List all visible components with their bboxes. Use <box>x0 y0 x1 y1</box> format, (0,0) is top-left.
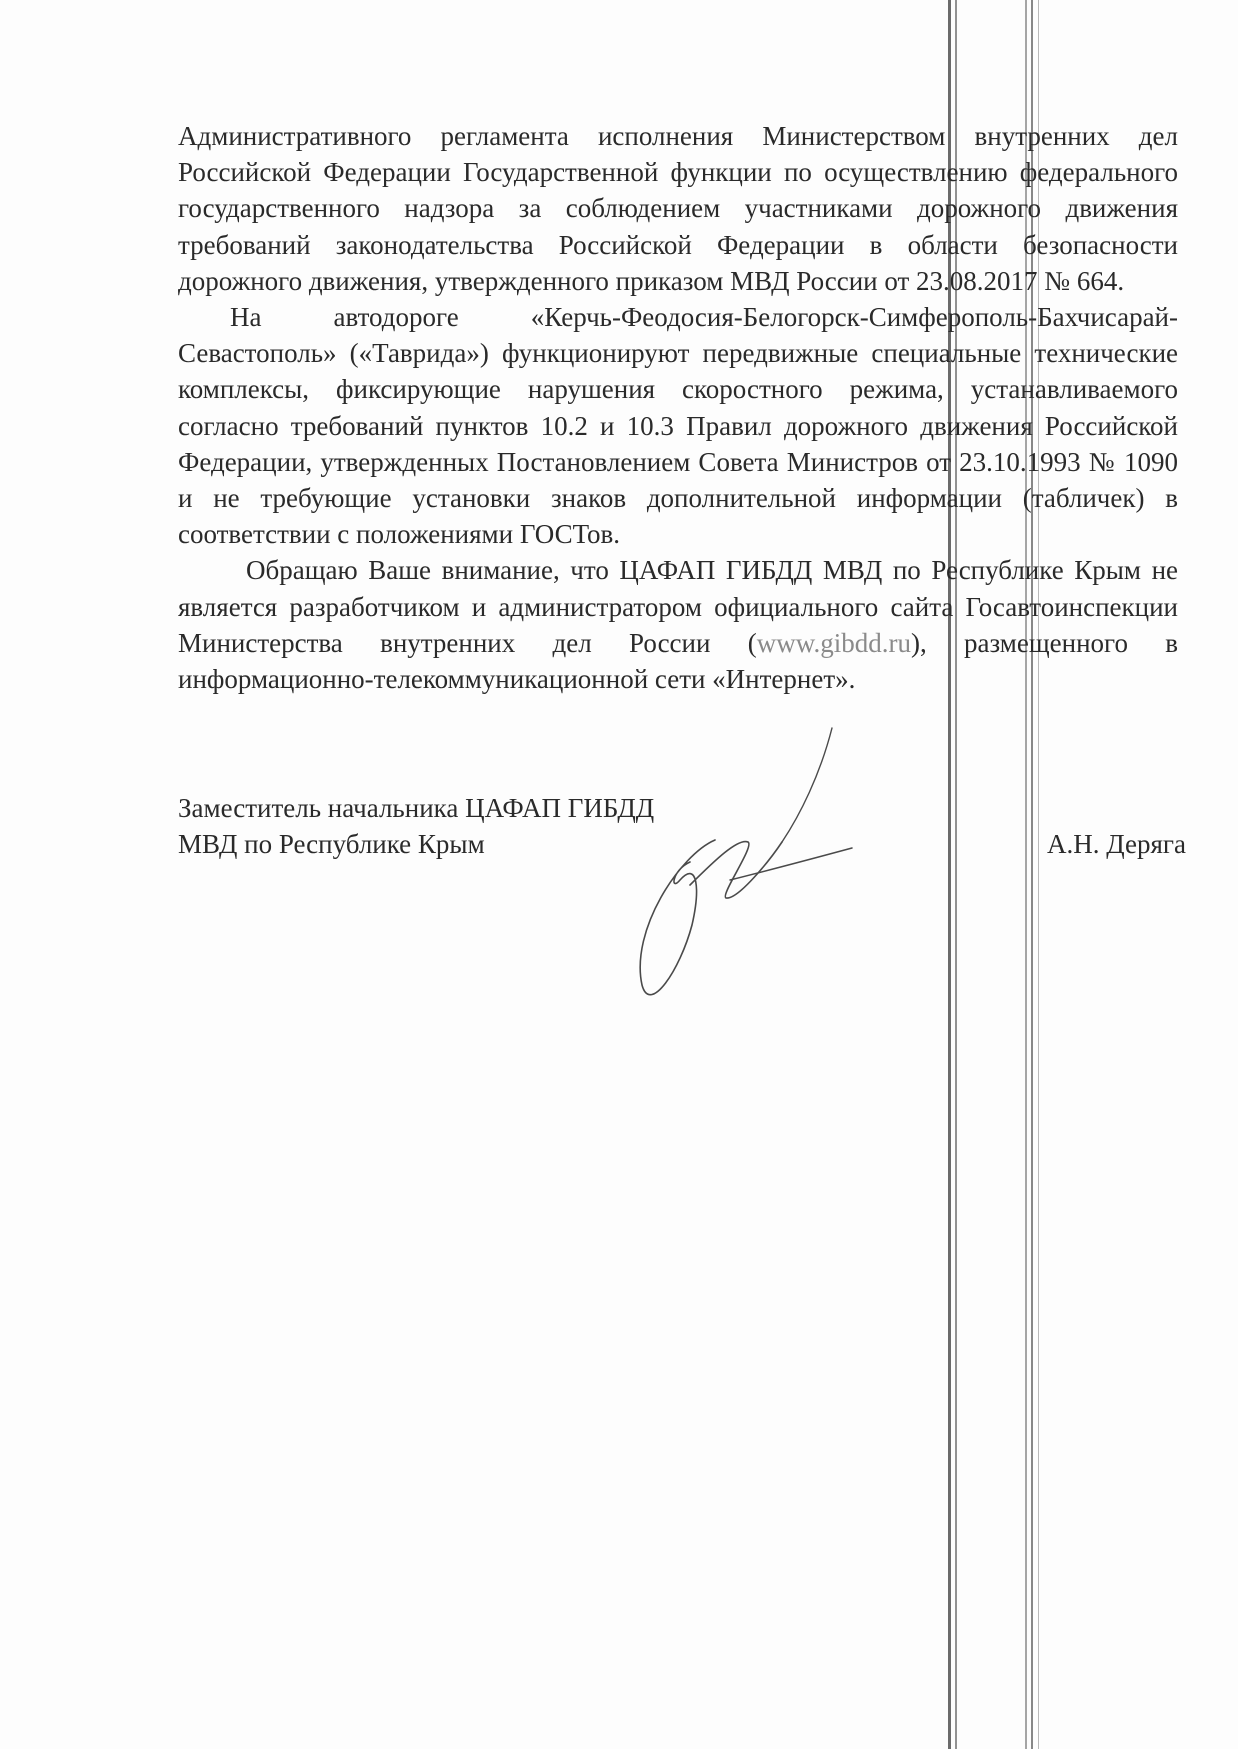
paragraph-regulation: Административного регламента исполнения Министерством внутренних дел Российской Федерации Государственной функции по осуществлению федерального государственного надзора за соблюдением участниками дорожного движения требований законодательства Российской Федерации в области безопасности дорожного движения, утвержденного приказом МВД России от 23.08.2017 № 664. <box>178 121 1178 296</box>
gibdd-url: www.gibdd.ru <box>756 627 911 658</box>
paragraph-notice-text: Обращаю Ваше внимание, что ЦАФАП ГИБДД МВД по Республике Крым не является разработчиком и администратором официального сайта Госавтоинспекции Министерства внутренних дел России ( <box>178 555 1178 658</box>
signatory-name: А.Н. Деряга <box>1047 829 1186 859</box>
paragraph-notice-tail: ), размещенного в информационно-телекоммуникационной сети «Интернет». <box>178 627 1178 695</box>
paragraph-notice <box>178 552 1178 697</box>
signatory-position <box>178 790 654 862</box>
signatory-position-line2: МВД по Республике Крым <box>178 829 485 859</box>
paragraph-tavrida-road: На автодороге «Керчь-Феодосия-Белогорск-Симферополь-Бахчисарай-Севастополь» («Таврида») функционируют передвижные специальные технические комплексы, фиксирующие нарушения скоростного режима, устанавливаемого согласно требований пунктов 10.2 и 10.3 Правил дорожного движения Российской Федерации, утвержденных Постановлением Совета Министров от 23.10.1993 № 1090 и не требующие установки знаков дополнительной информации (табличек) в соответствии с положениями ГОСТов. <box>178 302 1178 550</box>
handwritten-signature <box>620 720 880 1020</box>
letter-body <box>178 118 1178 697</box>
signatory-position-line1: Заместитель начальника ЦАФАП ГИБДД <box>178 793 655 823</box>
